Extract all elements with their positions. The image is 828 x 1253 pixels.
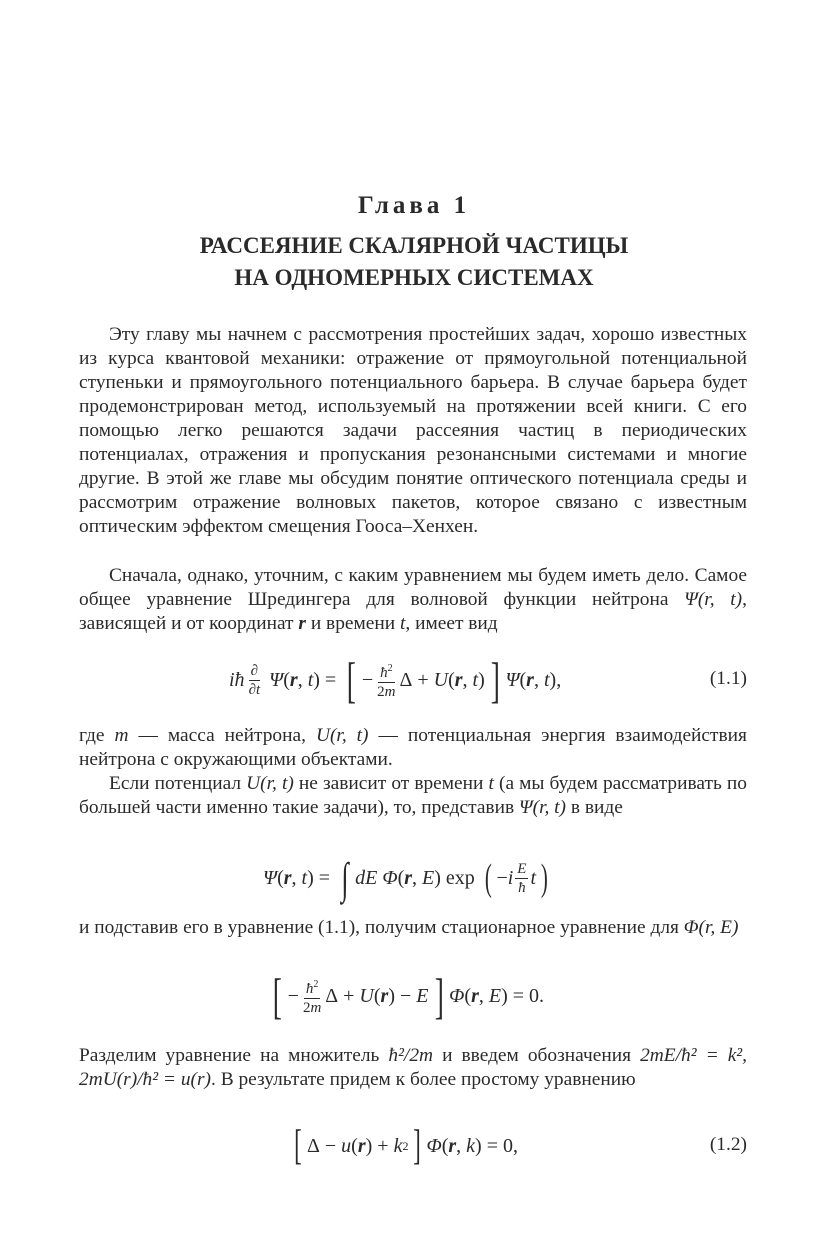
paragraph-intro: Эту главу мы начнем с рассмотрения простейших задач, хорошо известных из курса квантовой механики: отражение от прямоугольной потенциальной ступеньки и прямоугольного потенциального барьера. В случае барьера будет продемонстрирован метод, используемый на протяжении всей книги. С его помощью легко решаются задачи рассеяния частиц в периодических потенциалах, отражения и пропускания резонансными системами и многие другие. В этой же главе мы обсудим понятие оптического потенциала среды и рассмотрим отражение волновых пакетов, которое связано с известным оптическим эффектом смещения Гооса–Хенхен. — [79, 324, 747, 537]
paragraph-schrodinger — [79, 564, 747, 636]
p4-text-d: в виде — [570, 797, 623, 818]
paragraph-divide — [79, 1044, 747, 1092]
equation-1-2-number: (1.2) — [709, 1134, 747, 1155]
p3-text-a: где — [79, 725, 105, 746]
p6-text-a: Разделим уравнение на множитель — [79, 1045, 380, 1066]
r-inline: r — [298, 613, 306, 634]
hbar2-2m-inline: ħ²/2m — [388, 1045, 434, 1066]
t-inline-2: t — [488, 773, 494, 794]
equation-1-1-number: (1.1) — [709, 668, 747, 689]
psi-rt-inline-2: Ψ(r, t) — [518, 797, 567, 818]
chapter-number: Глава 1 — [357, 192, 471, 219]
p4-text-b: не зависит от времени — [298, 773, 484, 794]
chapter-title-line-1: РАССЕЯНИЕ СКАЛЯРНОЙ ЧАСТИЦЫ — [199, 233, 629, 258]
paragraph-potential — [79, 772, 747, 820]
paragraph-where — [79, 724, 747, 772]
equation-1-1-body: iħ $\frac{\partial}{\partial t}$ Ψ ( r , t ) = [ − $\frac{ħ^2}{2m}$ Δ + U ( r , t ) ] Ψ ( r , t ), — [229, 652, 562, 708]
equation-1-1 — [79, 652, 747, 708]
equation-1-2 — [79, 1124, 747, 1168]
equation-1-2-body: [ Δ − u ( r ) + k 2 ] Φ ( r , k ) = 0, — [294, 1123, 518, 1169]
equation-fourier — [79, 850, 747, 906]
U-rt-inline-2: U(r, t) — [246, 773, 294, 794]
p2-text-d: , имеет вид — [405, 613, 498, 634]
p3-text-c: — потенциальная энергия взаимодействия нейтрона с окружающими объектами. — [79, 725, 747, 770]
chapter-title-line-2: НА ОДНОМЕРНЫХ СИСТЕМАХ — [234, 265, 594, 290]
p4-text-c: (а мы будем рассматривать по большей части именно такие задачи), то, представив — [79, 773, 747, 818]
p5-text-a: и подставив его в уравнение (1.1), получим стационарное уравнение для — [79, 917, 679, 938]
t-inline: t — [400, 613, 406, 634]
m-inline: m — [114, 725, 129, 746]
phi-rE-inline: Φ(r, E) — [683, 917, 739, 938]
equation-fourier-body: Ψ ( r , t ) = ∫ dE Φ ( r , E ) exp ( − i $\frac{E}{ħ}$ t ) — [263, 853, 548, 903]
chapter-title — [0, 230, 828, 294]
notation-inline: 2mE/ħ² = k², 2mU(r)/ħ² = u(r) — [79, 1045, 747, 1090]
p4-text-a: Если потенциал — [109, 773, 242, 794]
paragraph-substitute — [79, 916, 747, 940]
p3-text-b: — масса нейтрона, — [138, 725, 306, 746]
equation-stationary-body: [ − $\frac{ħ^2}{2m}$ Δ + U ( r ) − E ] Φ ( r , E ) = 0. — [272, 968, 545, 1024]
p2-text-a: Сначала, однако, уточним, с каким уравнением мы будем иметь дело. Самое общее уравнение Шредингера для волновой функции нейтрона — [79, 565, 747, 610]
p2-text-c: и времени — [310, 613, 396, 634]
U-rt-inline: U(r, t) — [315, 725, 369, 746]
psi-rt-inline: Ψ(r, t) — [684, 589, 743, 610]
p6-text-c: . В результате придем к более простому уравнению — [211, 1069, 636, 1090]
equation-stationary — [79, 968, 747, 1024]
p2-text-b: , зависящей и от координат — [79, 589, 747, 634]
p6-text-b: и введем обозначения — [442, 1045, 632, 1066]
